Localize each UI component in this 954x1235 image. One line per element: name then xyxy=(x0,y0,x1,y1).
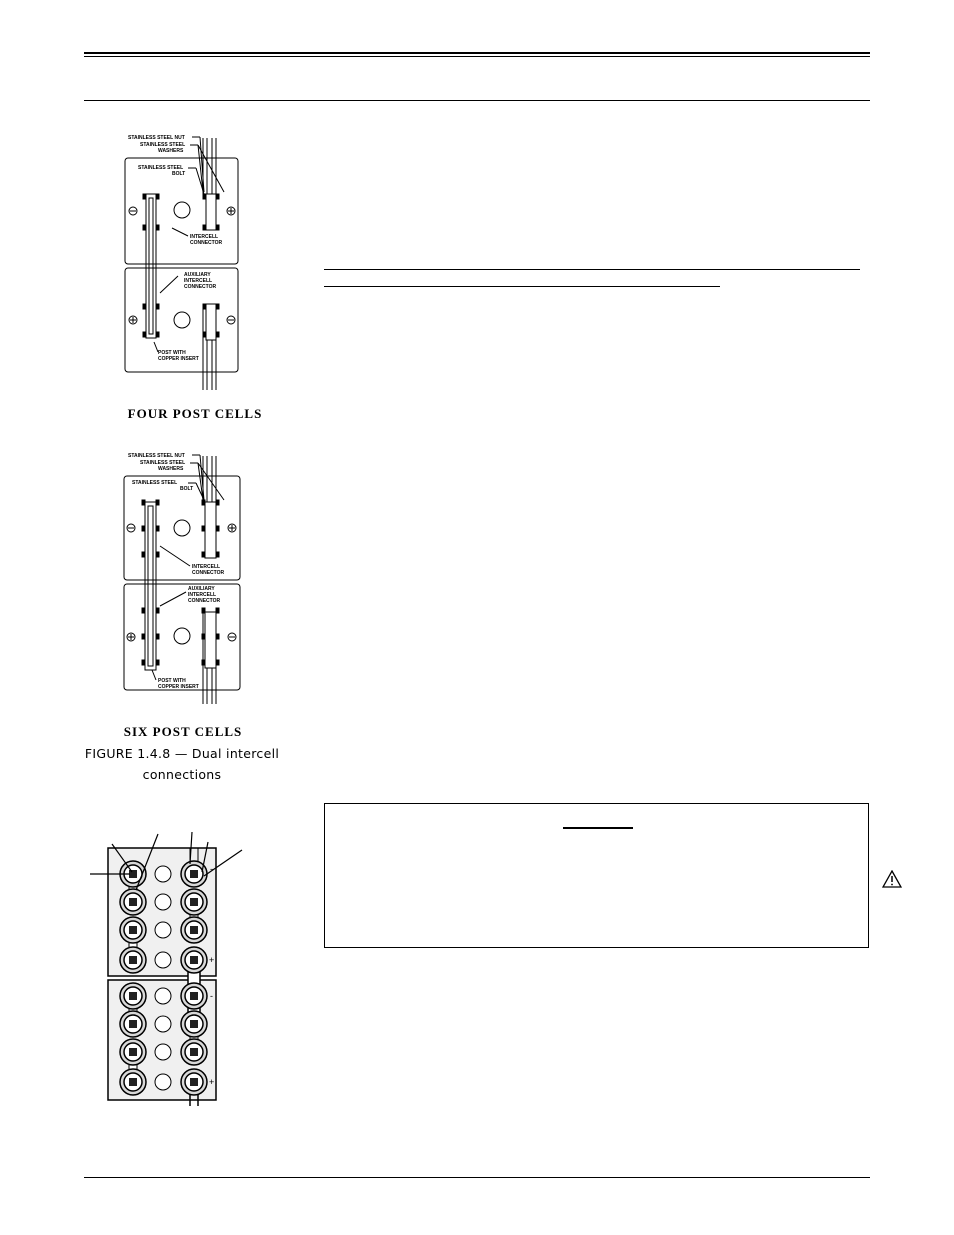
header-rule-thin xyxy=(84,56,870,57)
figure-caption xyxy=(80,743,284,785)
label-nut: STAINLESS STEEL NUT xyxy=(128,135,185,141)
cell-post-connections-diagram xyxy=(86,828,256,1108)
header-rule-thick xyxy=(84,52,870,54)
label-post-1: POST WITH xyxy=(158,678,186,684)
polarity-plus-bottom: + xyxy=(209,1077,215,1087)
figure-caption-line-2: connections xyxy=(142,767,222,782)
label-washers-2: WASHERS xyxy=(158,466,184,472)
label-bolt-2: BOLT xyxy=(172,171,186,177)
figure-caption-line-1: FIGURE 1.4.8 — Dual intercell xyxy=(84,746,280,761)
label-aux-2: INTERCELL xyxy=(184,278,213,284)
label-washers-1: STAINLESS STEEL xyxy=(140,142,186,148)
text-underline-1 xyxy=(324,269,860,270)
label-bolt-1: STAINLESS STEEL xyxy=(138,165,184,171)
label-post-1: POST WITH xyxy=(158,350,186,356)
polarity-plus-mid: + xyxy=(209,955,215,965)
label-aux-3: CONNECTOR xyxy=(184,284,217,290)
warning-box xyxy=(324,803,869,948)
label-aux-1: AUXILIARY xyxy=(184,272,211,278)
warning-triangle-icon xyxy=(882,870,902,888)
label-intercell-1: INTERCELL xyxy=(192,564,221,570)
label-intercell-2: CONNECTOR xyxy=(190,240,223,246)
label-post-2: COPPER INSERT xyxy=(158,684,199,690)
label-intercell-2: CONNECTOR xyxy=(192,570,225,576)
figure-title-four-post: FOUR POST CELLS xyxy=(127,406,263,421)
label-bolt-1: STAINLESS STEEL xyxy=(132,480,178,486)
footer-rule xyxy=(84,1177,870,1178)
warning-heading-rule xyxy=(563,827,633,829)
six-post-cells-diagram xyxy=(100,446,250,711)
label-intercell-1: INTERCELL xyxy=(190,234,219,240)
label-aux-1: AUXILIARY xyxy=(188,586,215,592)
label-washers-2: WASHERS xyxy=(158,148,184,154)
label-aux-3: CONNECTOR xyxy=(188,598,221,604)
text-underline-2 xyxy=(324,286,720,287)
label-aux-2: INTERCELL xyxy=(188,592,217,598)
figure-title-six-post: SIX POST CELLS xyxy=(123,724,243,739)
polarity-minus-mid: - xyxy=(210,991,213,1001)
label-post-2: COPPER INSERT xyxy=(158,356,199,362)
polarity-minus-top: - xyxy=(210,864,213,874)
label-bolt-2: BOLT xyxy=(180,486,194,492)
four-post-cells-diagram xyxy=(100,128,250,403)
label-nut: STAINLESS STEEL NUT xyxy=(128,453,185,459)
label-washers-1: STAINLESS STEEL xyxy=(140,460,186,466)
header-rule-lower xyxy=(84,100,870,101)
